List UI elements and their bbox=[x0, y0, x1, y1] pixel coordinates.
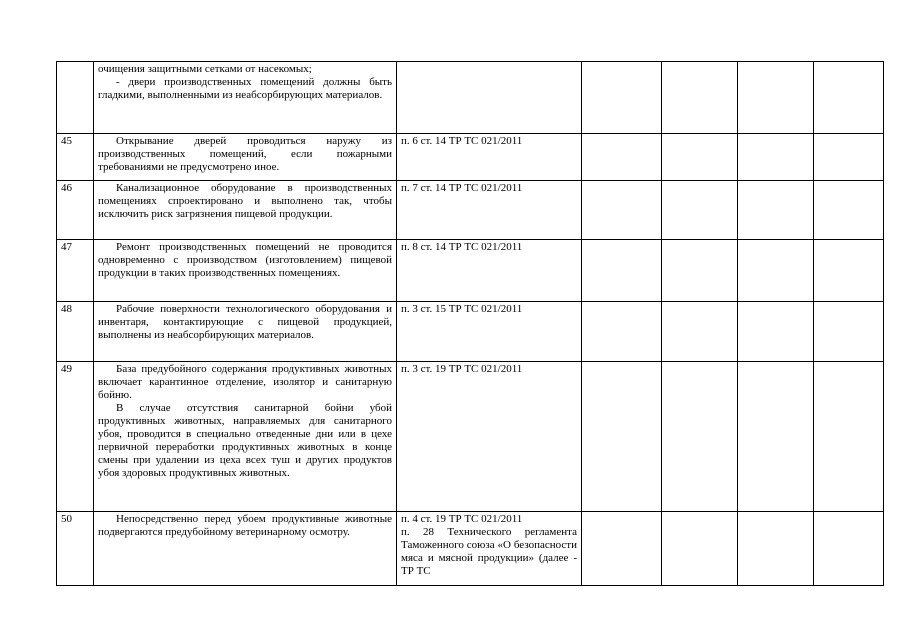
requirement-cell bbox=[94, 362, 397, 512]
empty-cell bbox=[662, 181, 738, 240]
table-row bbox=[57, 512, 884, 586]
table-row bbox=[57, 134, 884, 181]
empty-cell bbox=[582, 134, 662, 181]
empty-cell bbox=[814, 181, 884, 240]
requirement-cell bbox=[94, 62, 397, 134]
row-number-cell bbox=[57, 62, 94, 134]
reference-text: п. 3 ст. 15 ТР ТС 021/2011 bbox=[401, 303, 523, 315]
empty-cell bbox=[582, 362, 662, 512]
reference-cell bbox=[397, 134, 582, 181]
row-number-cell: 47 bbox=[57, 240, 94, 302]
reference-cell bbox=[397, 181, 582, 240]
table-row bbox=[57, 302, 884, 362]
empty-cell bbox=[582, 302, 662, 362]
empty-cell bbox=[814, 362, 884, 512]
empty-cell bbox=[662, 512, 738, 586]
table-row bbox=[57, 181, 884, 240]
row-number-cell: 50 bbox=[57, 512, 94, 586]
reference-cell bbox=[397, 512, 582, 586]
empty-cell bbox=[738, 181, 814, 240]
requirement-text: Непосредственно перед убоем продуктивные животные подвергаются предубойному ветеринарному осмотру. bbox=[98, 513, 392, 538]
empty-cell bbox=[814, 512, 884, 586]
requirement-cell bbox=[94, 181, 397, 240]
requirement-text: База предубойного содержания продуктивных животных включает карантинное отделение, изолятор и санитарную бойню. bbox=[98, 363, 392, 401]
table-row bbox=[57, 362, 884, 512]
empty-cell bbox=[814, 240, 884, 302]
row-number-cell: 46 bbox=[57, 181, 94, 240]
row-number-cell: 45 bbox=[57, 134, 94, 181]
empty-cell bbox=[582, 240, 662, 302]
empty-cell bbox=[814, 62, 884, 134]
empty-cell bbox=[738, 362, 814, 512]
empty-cell bbox=[738, 134, 814, 181]
reference-text: п. 3 ст. 19 ТР ТС 021/2011 bbox=[401, 363, 523, 375]
requirement-text: Канализационное оборудование в производственных помещениях спроектировано и выполнено так, чтобы исключить риск загрязнения пищевой продукции. bbox=[98, 182, 392, 220]
empty-cell bbox=[662, 240, 738, 302]
empty-cell bbox=[738, 240, 814, 302]
requirement-cell bbox=[94, 134, 397, 181]
empty-cell bbox=[814, 134, 884, 181]
requirement-text: очищения защитными сетками от насекомых; bbox=[98, 63, 312, 75]
reference-text: п. 8 ст. 14 ТР ТС 021/2011 bbox=[401, 241, 523, 253]
empty-cell bbox=[738, 512, 814, 586]
empty-cell bbox=[662, 134, 738, 181]
requirement-text: Рабочие поверхности технологического оборудования и инвентаря, контактирующие с пищевой продукцией, выполнены из неабсорбирующих материалов. bbox=[98, 303, 392, 341]
requirement-cell bbox=[94, 512, 397, 586]
requirement-text: Открывание дверей проводиться наружу из производственных помещений, если пожарными требованиями не предусмотрено иное. bbox=[98, 135, 392, 173]
reference-text: п. 28 Технического регламента Таможенного союза «О безопасности мяса и мясной продукции» (далее - ТР ТС bbox=[401, 526, 577, 577]
requirement-cell bbox=[94, 240, 397, 302]
requirement-text: В случае отсутствия санитарной бойни убой продуктивных животных, направляемых для санитарного убоя, проводится в специально отведенные дни или в цехе первичной переработки продуктивных животных в конце смены при удалении из цеха всех туш и других продуктов убоя здоровых продуктивных животных. bbox=[98, 402, 392, 479]
requirement-text: - двери производственных помещений должны быть гладкими, выполненными из неабсорбирующих материалов. bbox=[98, 76, 392, 101]
empty-cell bbox=[738, 62, 814, 134]
requirement-text: Ремонт производственных помещений не проводится одновременно с производством (изготовлением) пищевой продукции в таких производственных помещениях. bbox=[98, 241, 392, 279]
requirement-cell bbox=[94, 302, 397, 362]
empty-cell bbox=[662, 362, 738, 512]
reference-cell bbox=[397, 302, 582, 362]
empty-cell bbox=[582, 62, 662, 134]
reference-cell bbox=[397, 240, 582, 302]
empty-cell bbox=[738, 302, 814, 362]
reference-text: п. 6 ст. 14 ТР ТС 021/2011 bbox=[401, 135, 523, 147]
empty-cell bbox=[662, 62, 738, 134]
empty-cell bbox=[582, 181, 662, 240]
row-number-cell: 49 bbox=[57, 362, 94, 512]
row-number-cell: 48 bbox=[57, 302, 94, 362]
reference-cell bbox=[397, 362, 582, 512]
empty-cell bbox=[582, 512, 662, 586]
checklist-table bbox=[56, 61, 884, 586]
empty-cell bbox=[814, 302, 884, 362]
table-row bbox=[57, 62, 884, 134]
table-row bbox=[57, 240, 884, 302]
empty-cell bbox=[662, 302, 738, 362]
reference-text: п. 4 ст. 19 ТР ТС 021/2011 bbox=[401, 513, 523, 525]
reference-text: п. 7 ст. 14 ТР ТС 021/2011 bbox=[401, 182, 523, 194]
reference-cell bbox=[397, 62, 582, 134]
